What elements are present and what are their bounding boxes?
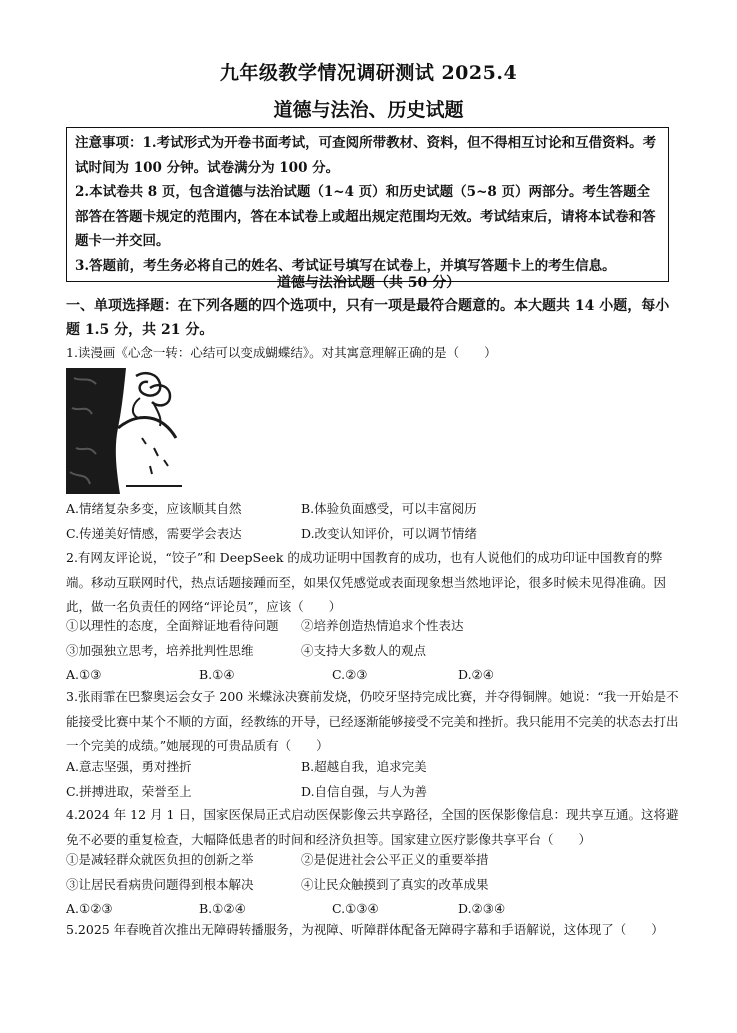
q2-statement-4: ④支持大多数人的观点 [301,642,427,658]
q3-option-b: B.超越自我，追求完美 [301,759,427,774]
q4-option-c: C.①③④ [332,901,379,916]
q1-option-b: B.体验负面感受，可以丰富阅历 [301,501,477,516]
notice-item-2: 2.本试卷共 8 页，包含道德与法治试题（1~4 页）和历史试题（5~8 页）两部分。考生答题全部答在答题卡规定的范围内，答在本试卷上或超出规定范围均无效。考试结束后，请将本试卷和答题卡一并交回。 [75,184,656,249]
q4-statement-1: ①是减轻群众就医负担的创新之举 [66,852,254,867]
question-4-stem: 4.2024 年 12 月 1 日，国家医保局正式启动医保影像云共享路径，全国的医保影像信息：现共享互通。这将避免不必要的重复检查，大幅降低患者的时间和经济负担等。国家建立医疗影像共享平台（ ） [66,807,679,847]
cartoon-image [66,368,182,494]
q2-option-a: A.①③ [66,667,102,682]
q3-option-a: A.意志坚强，勇对挫折 [66,759,192,774]
q2-option-b: B.①④ [199,667,235,682]
q2-statement-3: ③加强独立思考，培养批判性思维 [66,642,254,658]
q2-option-c: C.②③ [332,667,368,682]
question-2-options [66,614,682,688]
exam-title: 九年级教学情况调研测试 2025.4 [219,62,518,84]
question-3-stem: 3.张雨霏在巴黎奥运会女子 200 米蝶泳决赛前发烧，仍咬牙坚持完成比赛，并夺得铜牌。她说：“我一开始是不能接受比赛中某个不顺的方面，经教练的开导，已经逐渐能够接受不完美和挫折。我只能用不完美的状态去打出一个完美的成绩。”她展现的可贵品质有（ ） [66,689,679,753]
exam-subtitle: 道德与法治、历史试题 [273,99,464,121]
q4-option-a: A.①②③ [66,901,113,916]
q4-statement-4: ④让民众触摸到了真实的改革成果 [301,876,489,892]
q2-statement-2: ②培养创造热情追求个性表达 [301,618,464,633]
q4-option-d: D.②③④ [458,901,506,916]
q1-option-c: C.传递美好情感，需要学会表达 [66,525,242,541]
q4-statement-2: ②是促进社会公平正义的重要举措 [301,852,489,867]
question-2-stem: 2.有网友评论说，“饺子”和 DeepSeek 的成功证明中国教育的成功，也有人说他们的成功印证中国教育的弊端。移动互联网时代，热点话题接踵而至，如果仅凭感觉或表面现象想当然地评论，很多时候未见得准确。因此，做一名负责任的网络“评论员”，应该（ ） [66,550,667,614]
question-1-options [66,497,682,546]
part1-heading: 一、单项选择题：在下列各题的四个选项中，只有一项是最符合题意的。本大题共 14 小题，每小题 1.5 分，共 21 分。 [66,298,670,338]
q3-option-c: C.拼搏进取，荣誉至上 [66,783,192,799]
section-title: 道德与法治试题（共 50 分） [276,275,461,291]
q4-statement-3: ③让居民看病贵问题得到根本解决 [66,876,254,892]
q4-option-b: B.①②④ [199,901,246,916]
q1-option-d: D.改变认知评价，可以调节情绪 [301,525,478,541]
notice-item-1: 注意事项：1.考试形式为开卷书面考试，可查阅所带教材、资料，但不得相互讨论和互借资料。考试时间为 100 分钟。试卷满分为 100 分。 [75,135,657,176]
notice-box [66,127,669,282]
q2-statement-1: ①以理性的态度，全面辩证地看待问题 [66,618,279,633]
question-4-options [66,848,682,922]
q3-option-d: D.自信自强，与人为善 [301,783,428,799]
notice-item-3: 3.答题前，考生务必将自己的姓名、考试证号填写在试卷上，并填写答题卡上的考生信息。 [75,257,616,274]
q1-option-a: A.情绪复杂多变，应该顺其自然 [66,501,242,516]
question-1-stem: 1.读漫画《心念一转：心结可以变成蝴蝶结》。对其寓意理解正确的是（ ） [66,345,497,360]
question-5-stem: 5.2025 年春晚首次推出无障碍转播服务，为视障、听障群体配备无障碍字幕和手语解说，这体现了（ ） [66,922,664,937]
question-3-options [66,755,682,804]
q2-option-d: D.②④ [458,667,494,682]
